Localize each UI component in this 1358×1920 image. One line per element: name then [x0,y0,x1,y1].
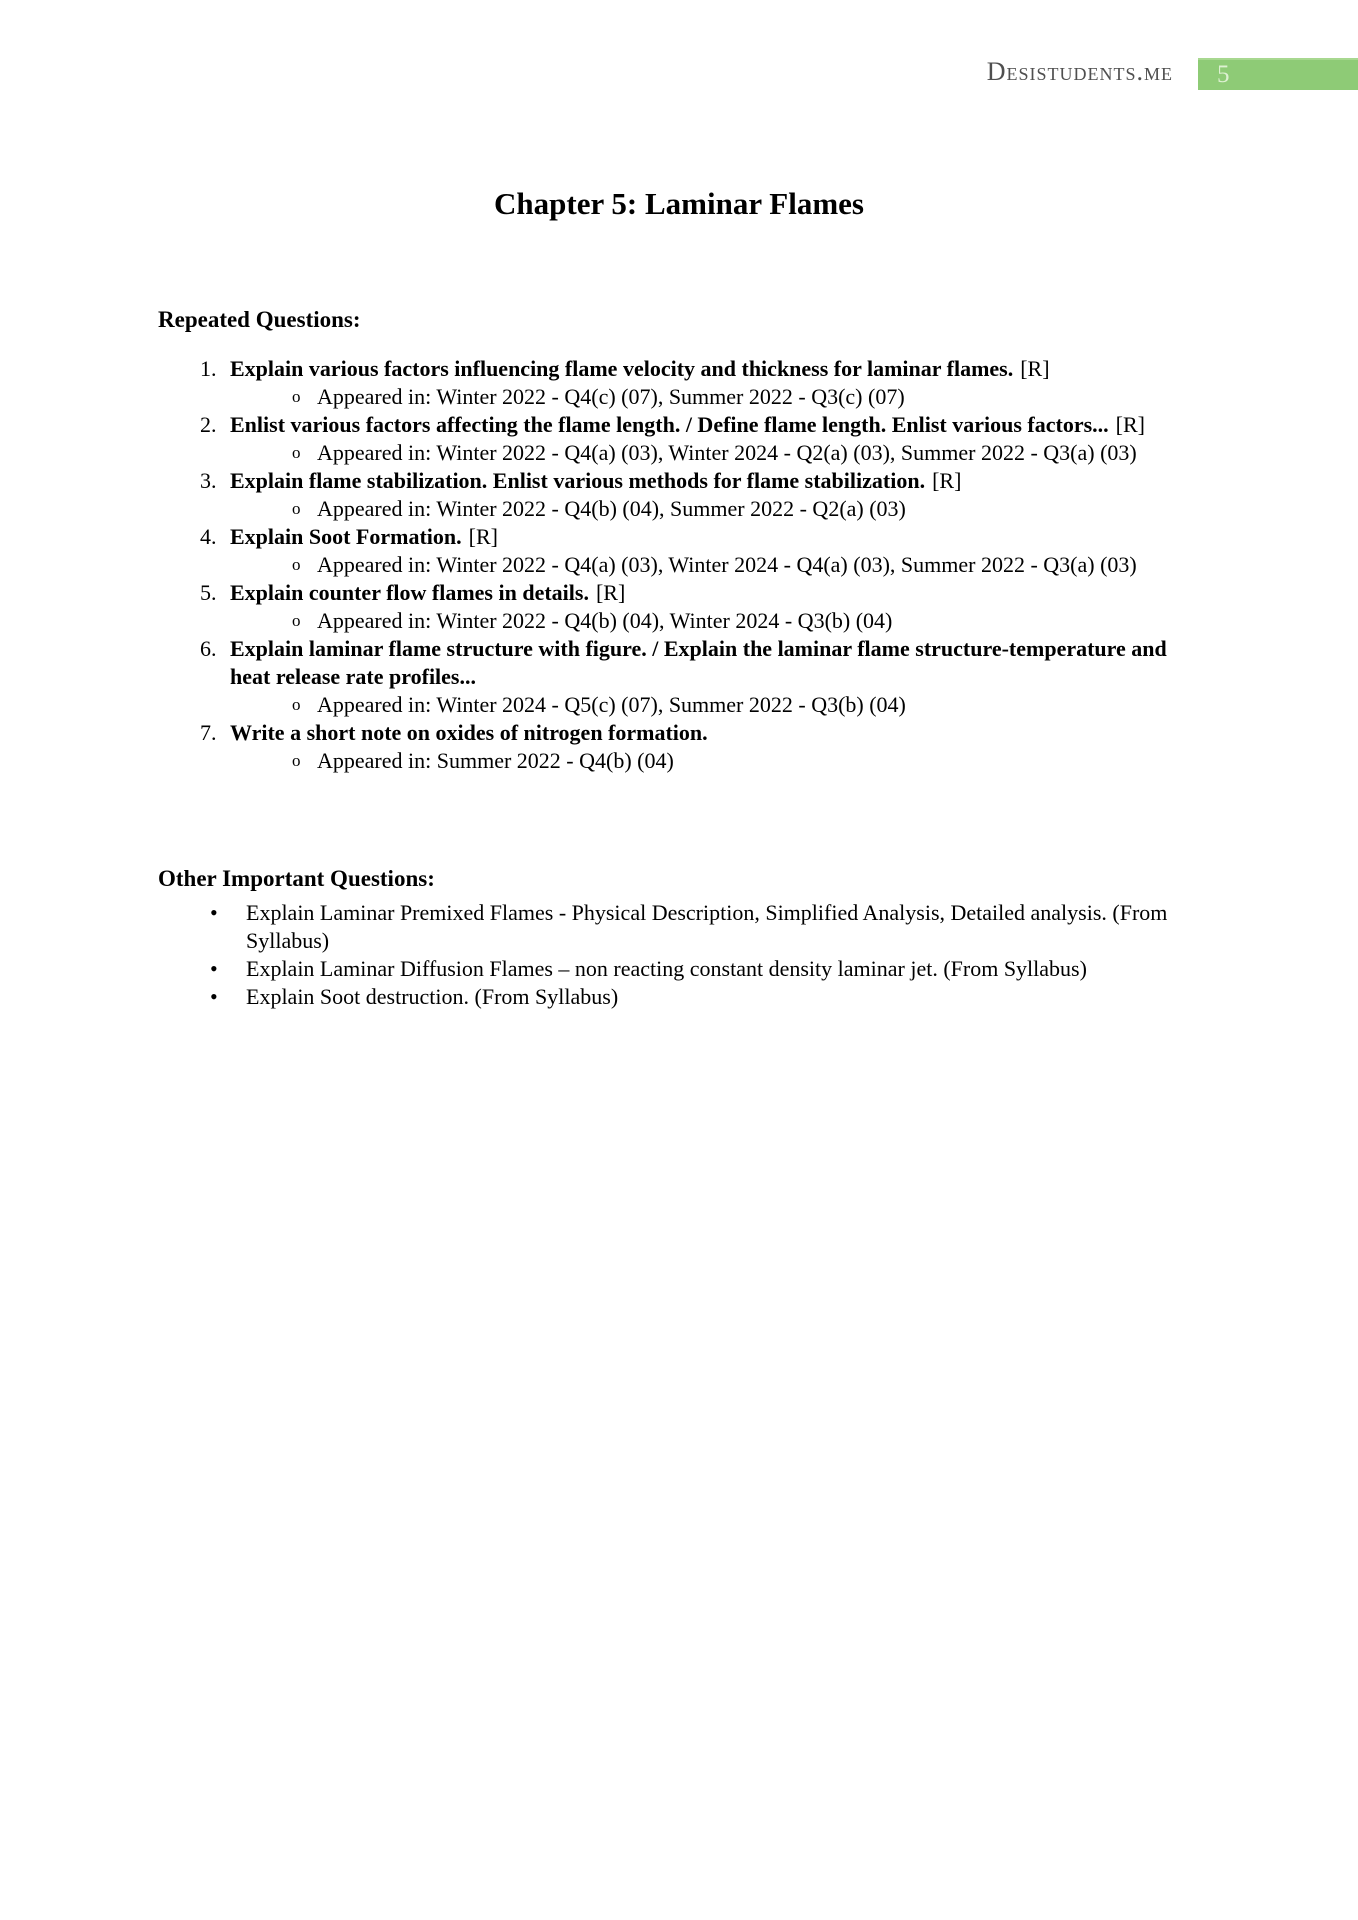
page-title: Chapter 5: Laminar Flames [494,186,864,221]
list-item [158,955,1185,983]
sub-bullet-icon: o [292,751,301,770]
question-number: 1. [200,356,217,381]
other-questions-list [158,899,1185,1011]
sub-bullet-icon: o [292,611,301,630]
appearances-text: Appeared in: Winter 2022 - Q4(b) (04), Summer 2022 - Q2(a) (03) [317,496,906,521]
question-text: Explain counter flow flames in details. [R] [230,580,626,605]
bullet-icon: • [210,984,218,1009]
question-number: 6. [200,636,217,661]
list-item [158,983,1185,1011]
question-appearances [230,607,1185,635]
appearances-text: Appeared in: Winter 2024 - Q5(c) (07), Summer 2022 - Q3(b) (04) [317,692,906,717]
sub-bullet-icon: o [292,387,301,406]
question-text: Explain Soot Formation. [R] [230,524,498,549]
question-item [158,411,1185,467]
repeat-tag: [R] [468,524,498,549]
question-item [158,579,1185,635]
appearances-text: Appeared in: Winter 2022 - Q4(c) (07), Summer 2022 - Q3(c) (07) [317,384,905,409]
question-appearances [230,495,1185,523]
page-number-badge [1198,58,1358,90]
sub-bullet-icon: o [292,555,301,574]
other-question-text: Explain Soot destruction. (From Syllabus) [246,984,619,1009]
appearances-text: Appeared in: Winter 2022 - Q4(a) (03), Winter 2024 - Q2(a) (03), Summer 2022 - Q3(a) (03) [317,440,1137,465]
question-appearances [230,551,1185,579]
bullet-icon: • [210,956,218,981]
other-questions-heading: Other Important Questions: [158,866,435,891]
page-number: 5 [1217,61,1230,88]
question-number: 7. [200,720,217,745]
question-appearances [230,439,1185,467]
question-item [158,719,1185,775]
question-number: 3. [200,468,217,493]
question-text: Write a short note on oxides of nitrogen formation. [230,720,708,745]
repeat-tag: [R] [1020,356,1050,381]
question-item [158,523,1185,579]
question-text: Explain various factors influencing flame velocity and thickness for laminar flames. [R] [230,356,1050,381]
question-text: Enlist various factors affecting the flame length. / Define flame length. Enlist various factors... [R] [230,412,1145,437]
bullet-icon: • [210,900,218,925]
sub-bullet-icon: o [292,695,301,714]
question-text: Explain laminar flame structure with figure. / Explain the laminar flame structure-temperature and heat release rate profiles... [230,636,1167,689]
repeat-tag: [R] [1115,412,1145,437]
sub-bullet-icon: o [292,443,301,462]
question-item [158,635,1185,719]
question-appearances [230,747,1185,775]
repeat-tag: [R] [595,580,626,605]
list-item [158,899,1185,955]
appearances-text: Appeared in: Winter 2022 - Q4(b) (04), Winter 2024 - Q3(b) (04) [317,608,893,633]
repeat-tag: [R] [932,468,962,493]
appearances-text: Appeared in: Winter 2022 - Q4(a) (03), Winter 2024 - Q4(a) (03), Summer 2022 - Q3(a) (03) [317,552,1137,577]
sub-bullet-icon: o [292,499,301,518]
repeated-questions-heading: Repeated Questions: [158,307,361,332]
document-body [0,305,1358,1011]
header-site-name: Desistudents.me [986,57,1173,86]
question-number: 4. [200,524,217,549]
question-item [158,467,1185,523]
other-question-text: Explain Laminar Premixed Flames - Physical Description, Simplified Analysis, Detailed analysis. (From Syllabus) [246,900,1168,953]
question-item [158,355,1185,411]
question-appearances [230,691,1185,719]
question-number: 5. [200,580,217,605]
other-question-text: Explain Laminar Diffusion Flames – non reacting constant density laminar jet. (From Syllabus) [246,956,1087,981]
question-text: Explain flame stabilization. Enlist various methods for flame stabilization. [R] [230,468,962,493]
question-appearances [230,383,1185,411]
question-number: 2. [200,412,217,437]
appearances-text: Appeared in: Summer 2022 - Q4(b) (04) [317,748,674,773]
repeated-questions-list [158,355,1185,775]
